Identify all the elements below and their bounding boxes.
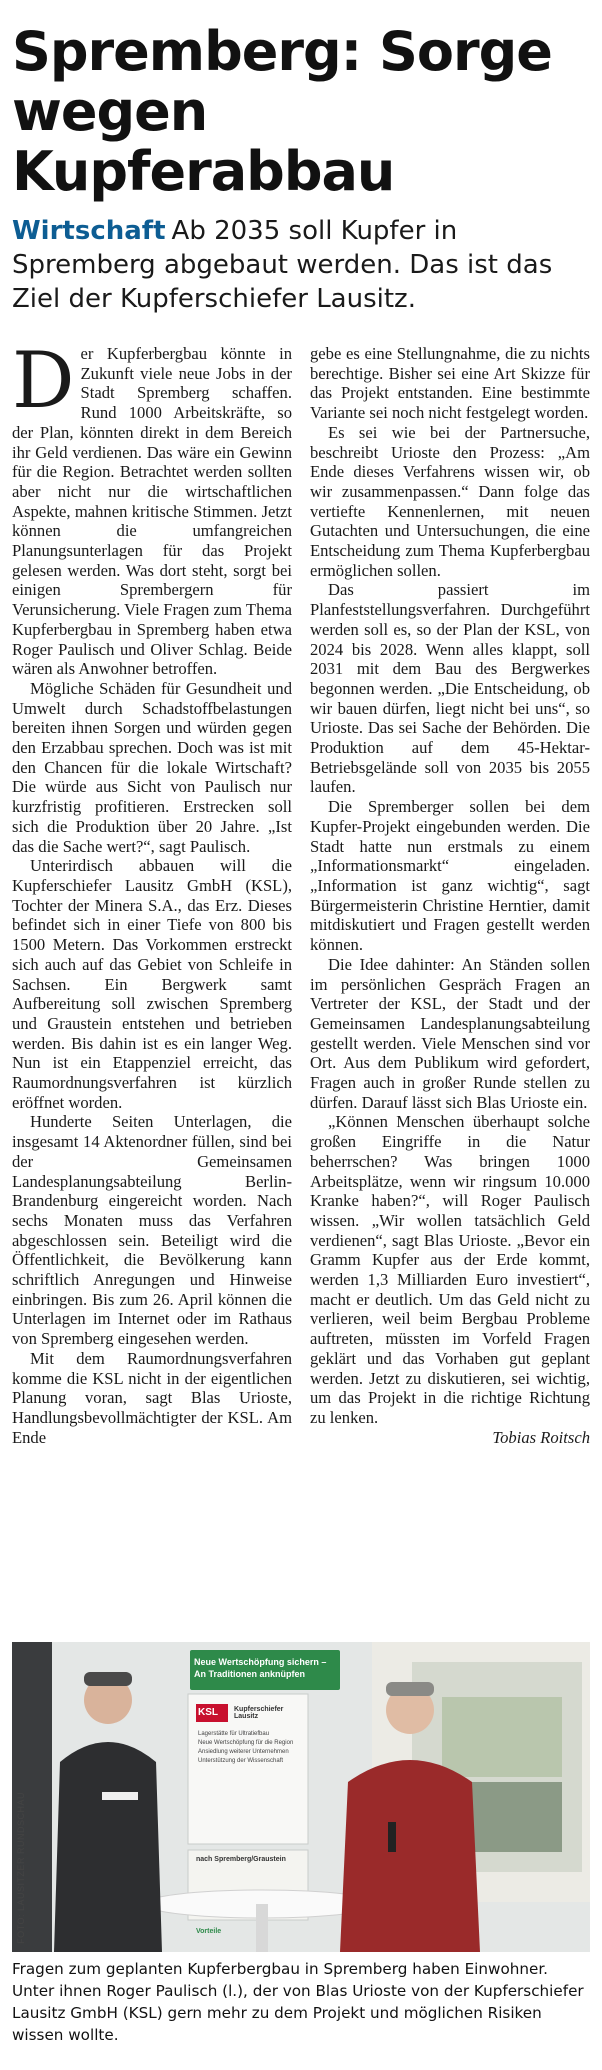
- lead-paragraph: [12, 214, 590, 316]
- paragraph: Der Kupferbergbau könnte in Zukunft viele neue Jobs in der Stadt Spremberg schaffen. Rund 1000 Arbeitskräfte, so der Plan, könnten direkt in dem Bereich ihr Geld verdienen. Das wäre ein Gewinn für die Region. Betrachtet werden sollten aber nicht nur die wirtschaftlichen Aspekte, mahnen kritische Stimmen. Jetzt können die umfangreichen Planungsunterlagen für das Projekt gelesen werden. Was dort steht, sorgt bei einigen Sprembergern für Verunsicherung. Viele Fragen zum Thema Kupferbergbau in Spremberg haben etwa Roger Paulisch und Oliver Schlag. Beide wären als Anwohner betroffen.: [12, 336, 292, 679]
- paragraph: gebe es eine Stellungnahme, die zu nichts berechtige. Bisher sei eine Art Skizze für das Projekt entstanden. Eine bestimmte Variante sei noch nicht festgelegt worden.: [310, 344, 590, 423]
- photo-credit: FOTO: LAUSITZER RUNDSCHAU: [16, 1792, 26, 1944]
- panel2-title: nach Spremberg/Graustein: [196, 1856, 286, 1863]
- paragraph: „Können Menschen überhaupt solche großen Eingriffe in die Natur beherrschen? Was bringen 1000 Arbeitsplätze, wenn wir ringsum 10.000 Kranke haben?“, will Roger Paulisch wissen. „Wir wollen tatsächlich Geld verdienen“, sagt Blas Urioste. „Bevor ein Gramm Kupfer aus der Erde kommt, werden 1,3 Milliarden Euro investiert“, macht er deutlich. Um das Geld nicht zu verlieren, weil beim Bergbau Probleme auftreten, müssten im Vorfeld Fragen geklärt und das Vorhaben gut geplant werden. Jetzt zu diskutieren, sei wichtig, um das Projekt in die richtige Richtung zu lenken.: [310, 1112, 590, 1427]
- banner-text: Neue Wertschöpfung sichern – An Traditionen anknüpfen: [194, 1657, 327, 1679]
- paragraph: Das passiert im Planfeststellungsverfahren. Durchgeführt werden soll es, so der Plan der KSL, von 2024 bis 2028. Wenn alles klappt, soll 2031 mit dem Bau des Bergwerkes begonnen werden. „Die Entscheidung, ob wir bauen dürfen, liegt nicht bei uns“, so Urioste. Das sei Sache der Behörden. Die Produktion auf dem 45-Hektar-Betriebsgelände soll von 2035 bis 2055 laufen.: [310, 580, 590, 797]
- column-right: [310, 344, 590, 1447]
- ksl-logo: KSL: [198, 1707, 218, 1718]
- panel-lines: Lagerstätte für Ultratiefbau Neue Wertschöpfung für die Region Ansiedlung weiterer Unternehmen Unterstützung der Wissenschaft: [198, 1731, 294, 1764]
- paragraph: Es sei wie bei der Partnersuche, beschreibt Urioste den Prozess: „Am Ende dieses Verfahrens wissen wir, ob wir zusammenpassen.“ Dann folge das vertiefte Kennenlernen, mit neuen Gutachten und Untersuchungen, die eine Entscheidung zum Thema Kupferbergbau ermöglichen sollen.: [310, 422, 590, 580]
- lead-text: Ab 2035 soll Kupfer in Spremberg abgebaut werden. Das ist das Ziel der Kupferschiefer Lausitz.: [12, 216, 553, 314]
- paragraph: Hunderte Seiten Unterlagen, die insgesamt 14 Aktenordner füllen, sind bei der Gemeinsamen Landesplanungsabteilung Berlin-Brandenburg eingereicht worden. Nach sechs Monaten muss das Verfahren abgeschlossen sein. Beteiligt wird die Öffentlichkeit, die Bevölkerung kann schriftlich Anregungen und Hinweise einbringen. Bis zum 26. April können die Unterlagen im Internet oder im Rathaus von Spremberg eingesehen werden.: [12, 1112, 292, 1349]
- paragraph: Die Spremberger sollen bei dem Kupfer-Projekt eingebunden werden. Die Stadt hatte nun erstmals zu einem „Informationsmarkt“ eingeladen. „Information ist ganz wichtig“, sagt Bürgermeisterin Christine Herntier, damit mitdiskutiert und Fragen gestellt werden können.: [310, 797, 590, 955]
- article-photo: [12, 1642, 590, 1952]
- paragraph: Die Idee dahinter: An Ständen sollen im persönlichen Gespräch Fragen an Vertreter der KSL, der Stadt und der Gemeinsamen Landesplanungsabteilung gestellt werden. Viele Menschen sind vor Ort. Aus dem Publikum wird gefordert, Fragen auch in großer Runde stellen zu dürfen. Darauf lässt sich Blas Urioste ein.: [310, 954, 590, 1112]
- panel-title: Kupferschiefer Lausitz: [234, 1706, 284, 1720]
- paragraph: Mögliche Schäden für Gesundheit und Umwelt durch Schadstoffbelastungen bereiten ihnen Sorgen und würden gegen den Erzabbau sprechen. Doch was ist mit den Chancen für die lokale Wirtschaft? Die würde aus Sicht von Paulisch nur kurzfristig profitieren. Erstrecken soll sich die Produktion über 20 Jahre. „Ist das die Sache wert?“, sagt Paulisch.: [12, 678, 292, 856]
- column-left: [12, 336, 292, 1447]
- photo-illustration: [12, 1642, 590, 1952]
- headline: Spremberg: Sorge wegen Kupferabbau: [12, 20, 552, 203]
- paragraph: Unterirdisch abbauen will die Kupferschiefer Lausitz GmbH (KSL), Tochter der Minera S.A., das Erz. Dieses befindet sich in einer Tiefe von 800 bis 1500 Metern. Das Vorkommen erstreckt sich auch auf das Gebiet von Schleife in Sachsen. Ein Bergwerk samt Aufbereitung soll zwischen Spremberg und Graustein entstehen und betrieben werden. Bis dahin ist es ein langer Weg. Nun ist ein Etappenziel erreicht, das Raumordnungsverfahren ist kürzlich eröffnet worden.: [12, 856, 292, 1112]
- paragraph: Mit dem Raumordnungsverfahren komme die KSL nicht in der eigentlichen Planung voran, sagt Blas Urioste, Handlungsbevollmächtigter der KSL. Am Ende: [12, 1348, 292, 1447]
- panel-footer: Vorteile: [196, 1928, 222, 1935]
- article-body: [12, 336, 590, 1447]
- kicker: Wirtschaft: [12, 216, 166, 246]
- author-byline: Tobias Roitsch: [492, 1427, 590, 1447]
- drop-cap: D: [12, 336, 75, 426]
- photo-caption: Fragen zum geplanten Kupferbergbau in Spremberg haben Einwohner. Unter ihnen Roger Paulisch (l.), der von Blas Urioste von der Kupferschiefer Lausitz GmbH (KSL) gern mehr zu dem Projekt und möglichen Risiken wissen wollte.: [12, 1960, 584, 2044]
